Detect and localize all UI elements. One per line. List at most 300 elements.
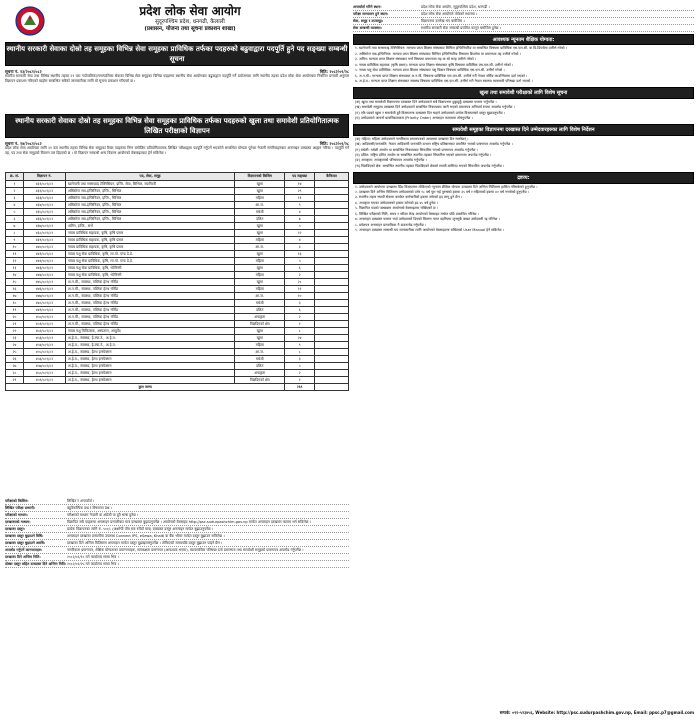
section-body (353, 184, 694, 235)
table-row (6, 181, 349, 188)
office-name: (प्रशासन, योजना तथा सूचना प्रकाशन शाखा) (144, 26, 236, 32)
info-row (5, 512, 349, 519)
info-label: परीक्षा सञ्चालन हुने स्थान: (353, 11, 389, 16)
ad-number-cell: ४३५/०८१/८२ (23, 209, 65, 216)
section-heading: द्रष्टव्य: (353, 172, 694, 183)
remarks-cell (315, 321, 349, 328)
post-cell: अ.हे.व., स्वास्थ्य, हे.ल्या.टे., अ.हे.व. (65, 342, 234, 349)
post-cell: अ.न.मी., स्वास्थ्य, पब्लिक हेल्थ नर्सिङ (65, 279, 234, 286)
post-cell: नायब पशु सेवा प्राविधिक, कृषि, भेटेरिनरी (65, 272, 234, 279)
post-cell: अ.न.मी., स्वास्थ्य, पब्लिक हेल्थ नर्सिङ (65, 321, 234, 328)
table-row (6, 356, 349, 363)
serial-cell: २६ (6, 356, 24, 363)
ad-type-cell: दलित (235, 307, 285, 314)
serial-cell: ३ (6, 195, 24, 202)
notice-1 (5, 69, 349, 84)
info-label: दरखास्त दस्तुर बुझाउने अवधि: (5, 540, 46, 545)
post-cell: नायब प्राविधिक सहायक, कृषि, कृषि प्रसार (65, 230, 234, 237)
info-label: दरखास्त दस्तुर बुझाउने विधि: (5, 533, 44, 538)
ad-type-cell: महिला (235, 286, 285, 293)
vacancy-table-body (6, 181, 349, 384)
total-label: कुल जम्मा (6, 384, 285, 391)
table-row (6, 307, 349, 314)
remarks-cell (315, 230, 349, 237)
serial-cell: १९ (6, 307, 24, 314)
table-row (6, 377, 349, 384)
post-cell: नायब पशु सेवा प्राविधिक, कृषि, ला.पो. एण्ड डे.डे. (65, 251, 234, 258)
info-label: सेवा, समूह र उपसमूह: (353, 18, 384, 23)
serial-cell: २३ (6, 335, 24, 342)
col-count: पद सङ्ख्या (285, 173, 315, 181)
remarks-cell (315, 258, 349, 265)
info-row (353, 11, 694, 18)
notice-2-text: प्रदेश लोक सेवा आयोगका लागि २१ वटा स्थानीय तहका विभिन्न सेवा समूहका रिक्त पदहरुमा निम्न बमोजिम प्रतियोगितात्मक लिखित परीक्षाद्वारा पदपूर्ति गर्नुपर्ने भएकोले सम्बन्धित योग्यता पुगेका नेपाली नागरिकहरुबाट अनलाइन दरखास्त आह्वान गरिन्छ । पदपूर्ति गर्ने तह, पद तथा सेवा समूहको विवरण तल दिइएको छ । यो विज्ञापन सम्बन्धी अन्य विवरण आयोगको वेबसाइटबाट हेर्न सकिनेछ । (5, 146, 349, 156)
ad-number-cell: ४५७/०८१/८२ (23, 363, 65, 370)
ad-number-cell: ४५९/०८१/८२ (23, 377, 65, 384)
info-text: स्थानीय सरकारी सेवा सम्बन्धी प्रचलित कानून बमोजिम हुनेछ । (421, 25, 501, 30)
info-text: प्रदेश लोक सेवा आयोग, सुदूरपश्चिम प्रदेश, धनगढी । (421, 4, 490, 9)
section-paragraph: २. दरखास्त दिने अन्तिम मितिसम्म उम्मेदवारको उमेर १८ वर्ष पूरा भई पुरुषको हकमा ३५ वर्ष र महिलाको हकमा ४० वर्ष ननाघेको हुनुपर्नेछ । (355, 190, 530, 194)
count-cell: ११ (285, 195, 315, 202)
info-text: विज्ञापनमा उल्लेख भए बमोजिम । (421, 18, 465, 23)
count-cell: ५ (285, 363, 315, 370)
header (5, 4, 349, 40)
instruction-section (353, 172, 694, 234)
notice-2 (5, 141, 349, 156)
serial-cell: १६ (6, 286, 24, 293)
info-text: नागरिकता प्रमाणपत्र, शैक्षिक योग्यताका प्रमाणपत्रहरु, समकक्षता प्रमाणपत्र (आवश्यक भएमा), व्यावसायिक परिषद्मा दर्ता प्रमाणपत्र तथा समावेशी समूहको प्रमाणपत्र अपलोड गर्नुपर्नेछ । (67, 547, 304, 552)
ad-type-cell: मधेशी (235, 209, 285, 216)
remarks-cell (315, 349, 349, 356)
col-ad-type: विज्ञापनको किसिम (235, 173, 285, 181)
notice-1-number: सूचना नं. २३/२०८१/०८२ (5, 69, 42, 74)
count-cell: २ (285, 370, 315, 377)
count-cell: ७ (285, 216, 315, 223)
post-cell: नायब पशु सेवा प्राविधिक, कृषि, भेटेरिनरी (65, 265, 234, 272)
section-paragraph: ४. अपाङ्गता भएका उम्मेदवारको हकमा उमेरको हद ४५ वर्ष हुनेछ । (355, 200, 439, 205)
ad-type-cell: खुला (235, 265, 285, 272)
post-cell: असिस्टेन्ट सब-इन्जिनियर, इन्जि., सिभिल (65, 209, 234, 216)
vacancy-total-row (6, 384, 349, 391)
remarks-cell (315, 188, 349, 195)
count-cell: ६ (285, 307, 315, 314)
promotion-banner: स्थानीय सरकारी सेवाका दोस्रो तह समूहका विभिन्न सेवा समूहका प्राविधिक तर्फका पदहरुको बढुवाद्वारा पदपूर्ति हुने पद सङ्ख्या सम्बन्धी सूचना (5, 42, 349, 66)
remarks-cell (315, 202, 349, 209)
ad-type-cell: आ.ज. (235, 293, 285, 300)
ad-number-cell: ४५०/०८१/८२ (23, 314, 65, 321)
count-cell: २ (285, 314, 315, 321)
info-text: २०८२/०२/२५ गते कार्यालय समय भित्र । (67, 561, 119, 566)
count-cell: १० (285, 293, 315, 300)
info-text: परीक्षाको माध्यम नेपाली वा अंग्रेजी वा दुवै भाषा हुनेछ । (67, 512, 139, 517)
ad-type-cell: खुला (235, 230, 285, 237)
count-cell: ८ (285, 349, 315, 356)
remarks-cell (315, 286, 349, 293)
table-row (6, 279, 349, 286)
serial-cell: ६ (6, 216, 24, 223)
serial-cell: २५ (6, 349, 24, 356)
count-cell: ९ (285, 202, 315, 209)
post-cell: अ.न.मी., स्वास्थ्य, पब्लिक हेल्थ नर्सिङ (65, 307, 234, 314)
ad-type-cell: आ.ज. (235, 202, 285, 209)
ad-number-cell: ४४९/०८१/८२ (23, 307, 65, 314)
vacancy-table (5, 172, 349, 391)
serial-cell: १८ (6, 300, 24, 307)
info-label: दरखास्तको माध्यम: (5, 519, 31, 524)
post-cell: अ.न.मी., स्वास्थ्य, पब्लिक हेल्थ नर्सिङ (65, 286, 234, 293)
ad-type-cell: पिछडिएको क्षेत्र (235, 377, 285, 384)
remarks-cell (315, 377, 349, 384)
serial-cell: २४ (6, 342, 24, 349)
section-paragraph: १. उम्मेदवारले आयोगमा दरखास्त दिँदा विज्ञापनमा तोकिएको न्यूनतम शैक्षिक योग्यता दरखास्त दिने अन्तिम मितिसम्म हासिल गरिसकेको हुनुपर्नेछ । (355, 184, 538, 189)
serial-cell: ५ (6, 209, 24, 216)
info-text: बहुवैकल्पिक प्रश्न र विषयगत प्रश्न । (67, 505, 112, 510)
instruction-section (353, 34, 694, 85)
ad-number-cell: ४३१/०८१/८२ (23, 181, 65, 188)
ad-type-cell: महिला (235, 342, 285, 349)
ad-type-cell: खुला (235, 335, 285, 342)
ad-number-cell: ४३९/०८१/८२ (23, 237, 65, 244)
serial-cell: २९ (6, 377, 24, 384)
ad-number-cell: ४३६/०८१/८२ (23, 216, 65, 223)
contact-footer (353, 710, 694, 715)
serial-cell: १ (6, 181, 24, 188)
post-cell: अ.हे.व., स्वास्थ्य, हेल्थ इन्स्पेक्सन (65, 377, 234, 384)
remarks-cell (315, 279, 349, 286)
table-row (6, 349, 349, 356)
remarks-cell (315, 251, 349, 258)
section-paragraph: (घ) दलित: राष्ट्रिय दलित आयोग वा सम्बन्धित स्थानीय तहबाट सिफारिस भएको प्रमाणपत्र अपलोड गर्नुपर्नेछ । (355, 153, 492, 157)
post-cell: असिस्टेन्ट सब-इन्जिनियर, इन्जि., सिभिल (65, 188, 234, 195)
serial-cell: ७ (6, 223, 24, 230)
ad-number-cell: ४४३/०८१/८२ (23, 265, 65, 272)
table-row (6, 265, 349, 272)
ad-number-cell: ४४७/०८१/८२ (23, 293, 65, 300)
ad-number-cell: ४३८/०८१/८२ (23, 230, 65, 237)
notice-1-date: मिति: २०८२/०१/२८ (319, 69, 349, 74)
post-cell: नायब पशु सेवा प्राविधिक, कृषि, ला.पो. एण्ड डे.डे. (65, 258, 234, 265)
notice-2-number: सूचना नं. २४/२०८१/०८२ (5, 141, 42, 146)
table-row (6, 258, 349, 265)
count-cell: १४ (285, 181, 315, 188)
section-paragraph: (क) खुला तथा समावेशी विज्ञापनमा दरखास्त दिने उम्मेदवारले सबै विज्ञापनमा छुट्टाछुट्टै दरखास्त फाराम भर्नुपर्नेछ । (355, 99, 497, 104)
info-label: सेवा सम्बन्धी व्यवस्था: (353, 25, 382, 30)
serial-cell: २ (6, 188, 24, 195)
info-row (5, 547, 349, 554)
section-paragraph: ३. अमिन: मान्यता प्राप्त शिक्षण संस्थाबाट सर्भे विषयमा प्रमाणपत्र तह वा सो सरह उत्तीर्ण गरेको । (355, 57, 477, 62)
count-cell: ९ (285, 342, 315, 349)
info-label: लिखित परीक्षा प्रणाली: (5, 505, 36, 510)
ad-number-cell: ४४४/०८१/८२ (23, 272, 65, 279)
info-label: अन्तर्वार्ता गरिने स्थान: (353, 4, 382, 9)
serial-cell: २८ (6, 370, 24, 377)
count-cell: २४ (285, 335, 315, 342)
serial-cell: २० (6, 314, 24, 321)
count-cell: १३ (285, 251, 315, 258)
table-row (6, 321, 349, 328)
ad-number-cell: ४४२/०८१/८२ (23, 258, 65, 265)
table-row (6, 363, 349, 370)
count-cell: २८ (285, 279, 315, 286)
count-cell: ३ (285, 244, 315, 251)
count-cell: ५ (285, 223, 315, 230)
remarks-cell (315, 314, 349, 321)
post-cell: अमिन, इन्जि., सर्भे (65, 223, 234, 230)
count-cell: ३ (285, 356, 315, 363)
section-paragraph: २. असिस्टेन्ट सब-इन्जिनियर: मान्यता प्राप्त शिक्षण संस्थाबाट सिभिल इन्जिनियरिङ विषयमा डिप्लोमा वा प्रमाणपत्र तह उत्तीर्ण गरेको । (355, 51, 521, 56)
table-row (6, 202, 349, 209)
remarks-cell (315, 356, 349, 363)
count-cell: १ (285, 321, 315, 328)
table-row (6, 272, 349, 279)
post-cell: नायब प्राविधिक सहायक, कृषि, कृषि प्रसार (65, 244, 234, 251)
ad-number-cell: ४४०/०८१/८२ (23, 244, 65, 251)
exam-location-info (353, 4, 694, 32)
ad-type-cell: खुला (235, 279, 285, 286)
info-label: परीक्षाको माध्यम: (5, 512, 28, 517)
col-serial: क्र. सं. (6, 173, 24, 181)
section-heading: आवश्यक न्यूनतम शैक्षिक योग्यता: (353, 34, 694, 45)
ad-type-cell: पिछडिएको क्षेत्र (235, 321, 285, 328)
ad-type-cell: खुला (235, 251, 285, 258)
ad-number-cell: ४४६/०८१/८२ (23, 286, 65, 293)
post-cell: अ.न.मी., स्वास्थ्य, पब्लिक हेल्थ नर्सिङ (65, 293, 234, 300)
section-paragraph: ७. अ.हे.व.: मान्यता प्राप्त शिक्षण संस्थाबाट स्वास्थ्य विषयमा प्राविधिक एस.एल.सी. उत्तीर्ण गरी नेपाल स्वास्थ्य व्यवसायी परिषद्मा दर्ता भएको । (355, 79, 533, 83)
section-paragraph: (क) महिला: महिला उम्मेदवारले नागरिकता प्रमाणपत्रको आधारमा दरखास्त दिन सक्नेछन् । (355, 136, 469, 141)
ad-type-cell: खुला (235, 188, 285, 195)
province-name: सुदूरपश्चिम प्रदेश, धनगढी, कैलाली (155, 19, 225, 25)
count-cell: १ (285, 377, 315, 384)
section-paragraph: १. खानेपानी तथा सरसफाइ टेक्निसियन: मान्यता प्राप्त शिक्षण संस्थाबाट सिभिल इन्जिनियरिङ वा सम्बन्धित विषयमा प्राविधिक एस.एल.सी. वा प्रि-डिप्लोमा उत्तीर्ण गरेको । (355, 46, 567, 51)
info-row (5, 519, 349, 526)
count-cell: २ (285, 272, 315, 279)
post-cell: असिस्टेन्ट सब-इन्जिनियर, इन्जि., सिभिल (65, 202, 234, 209)
remarks-cell (315, 216, 349, 223)
post-cell: खानेपानी तथा सरसफाइ टेक्निसियन, इन्जि. सेवा, सिभिल, स्यानिटरी (65, 181, 234, 188)
ad-number-cell: ४३७/०८१/८२ (23, 223, 65, 230)
ad-number-cell: ४५३/०८१/८२ (23, 335, 65, 342)
ad-number-cell: ४५५/०८१/८२ (23, 349, 65, 356)
serial-cell: २२ (6, 328, 24, 335)
section-paragraph: ६. लिखित परीक्षाको मिति, समय र परीक्षा केन्द्र आयोगको वेबसाइट मार्फत पछि प्रकाशित गरिनेछ । (355, 211, 479, 216)
remarks-cell (315, 300, 349, 307)
info-row (353, 4, 694, 11)
serial-cell: १७ (6, 293, 24, 300)
ad-type-cell: महिला (235, 195, 285, 202)
table-row (6, 293, 349, 300)
remarks-cell (315, 363, 349, 370)
serial-cell: २७ (6, 363, 24, 370)
table-row (6, 314, 349, 321)
table-row (6, 216, 349, 223)
section-paragraph: (घ) उम्मेदवारले आफ्नो प्राथमिकताक्रम (Priority Order) अनलाइन फाराममा तोक्नुपर्नेछ । (355, 116, 473, 120)
info-text: लिखित र अन्तर्वार्ता । (67, 498, 95, 503)
info-row (5, 561, 349, 568)
info-row (5, 498, 349, 505)
count-cell: ३ (285, 300, 315, 307)
remarks-cell (315, 237, 349, 244)
instruction-section (353, 124, 694, 170)
info-row (5, 540, 349, 547)
info-label: परीक्षाको किसिम: (5, 498, 29, 503)
post-cell: अ.हे.व., स्वास्थ्य, हेल्थ इन्स्पेक्सन (65, 349, 234, 356)
table-row (6, 300, 349, 307)
serial-cell: २१ (6, 321, 24, 328)
remarks-cell (315, 272, 349, 279)
count-cell: ५ (285, 258, 315, 265)
count-cell: ८ (285, 328, 315, 335)
ad-type-cell: अपाङ्गता (235, 370, 285, 377)
section-paragraph: ७. अनलाइन दरखास्त फाराम भर्दा उम्मेदवारले दिएको विवरण गलत ठहरिएमा जुनसुकै बखत उम्मेदवारी रद्द गरिनेछ । (355, 217, 500, 222)
section-paragraph: (ङ) अपाङ्गता: अपाङ्गताको परिचयपत्र अपलोड गर्नुपर्नेछ । (355, 158, 427, 163)
contact-info: सम्पर्क: ०९१-५२३४५६, Website: http://psc.sudurpashchim.gov.np, Email: ppsc.p7@gmail.com (499, 710, 694, 715)
section-heading: खुला तथा समावेशी परीक्षाको लागि विशेष सूचना (353, 87, 694, 98)
ad-number-cell: ४३४/०८१/८२ (23, 202, 65, 209)
notice-1-text: स्थानीय सरकारी सेवा तथा विभिन्न स्थानीय तहका २१ वटा गाउँपालिका/नगरपालिका सेवाका विभिन्न सेवा समूहका विभिन्न पदहरुमा स्थानीय सेवा आयोगबाट बढुवाद्वारा पदपूर्ति गर्ने प्रयोजनका लागि स्थानीय तहका प्रदेश लोक सेवा आयोगबाट निर्धारित प्रणाली अनुसार विज्ञापन प्रकाशन गरिएको व्यहोरा सम्बन्धित सबैको जानकारीका लागि यो सूचना प्रकाशन गरिएको छ । (5, 74, 349, 84)
serial-cell: १२ (6, 258, 24, 265)
instruction-sections (353, 34, 694, 234)
remarks-cell (315, 293, 349, 300)
remarks-cell (315, 223, 349, 230)
section-paragraph: ५. विज्ञापित पदको पाठ्यक्रम आयोगको वेबसाइटमा राखिएको छ । (355, 206, 438, 211)
table-row (6, 286, 349, 293)
ad-number-cell: ४५२/०८१/८२ (23, 328, 65, 335)
serial-cell: १० (6, 244, 24, 251)
ad-type-cell: दलित (235, 363, 285, 370)
section-body (353, 136, 694, 171)
info-text: अनलाइन दरखास्त प्रणालीमा उपलब्ध Connect IPS, eSewa, Khalti वा बैंक भौचर मार्फत दस्तुर बुझाउन सकिनेछ । (67, 533, 225, 538)
remarks-cell (315, 335, 349, 342)
total-value: २६९ (285, 384, 315, 391)
section-paragraph: ६. अ.न.मी.: मान्यता प्राप्त शिक्षण संस्थाबाट अ.न.मी. विषयमा प्राविधिक एस.एल.सी. उत्तीर्ण गरी नेपाल नर्सिङ काउन्सिलमा दर्ता भएको । (355, 73, 528, 78)
serial-cell: ९ (6, 237, 24, 244)
ad-number-cell: ४५८/०८१/८२ (23, 370, 65, 377)
ad-number-cell: ४४८/०८१/८२ (23, 300, 65, 307)
commission-title: प्रदेश लोक सेवा आयोग (139, 4, 241, 18)
table-row (6, 223, 349, 230)
section-body (353, 99, 694, 123)
nepal-emblem-icon (15, 6, 45, 36)
info-text: २०८२/०२/१८ गते कार्यालय समय भित्र । (67, 554, 119, 559)
post-cell: नायब प्राविधिक सहायक, कृषि, कृषि प्रसार (65, 237, 234, 244)
info-label: दोब्बर दस्तुर सहित दरखास्त दिने अन्तिम मिति: (5, 561, 67, 566)
count-cell: १२ (285, 230, 315, 237)
ad-number-cell: ४५६/०८१/८२ (23, 356, 65, 363)
section-paragraph: (ग) मधेशी: मधेशी आयोग वा सम्बन्धित निकायबाट सिफारिस भएको प्रमाणपत्र अपलोड गर्नुपर्नेछ । (355, 147, 478, 152)
count-cell: २९ (285, 188, 315, 195)
table-row (6, 335, 349, 342)
col-remarks: कैफियत (315, 173, 349, 181)
table-row (6, 230, 349, 237)
post-cell: अ.हे.व., स्वास्थ्य, हेल्थ इन्स्पेक्सन (65, 370, 234, 377)
info-row (5, 526, 349, 533)
table-row (6, 251, 349, 258)
info-text: प्रत्येक विज्ञापनका लागि रु. ५००/- (अक्षरेपी पाँच सय रुपैयाँ मात्र) दरखास्त दस्तुर अनलाइन मार्फत बुझाउनुपर्नेछ । (67, 526, 214, 531)
info-row (353, 25, 694, 32)
ad-number-cell: ४४१/०८१/८२ (23, 251, 65, 258)
table-row (6, 328, 349, 335)
info-label: दरखास्त दिने अन्तिम मिति: (5, 554, 41, 559)
instruction-section (353, 87, 694, 122)
section-heading: समावेशी समूहका विज्ञापनमा दरखास्त दिने उम्मेदवारहरुका लागि विशेष निर्देशन (353, 124, 694, 135)
count-cell: ११ (285, 286, 315, 293)
section-paragraph: (ख) आदिवासी/जनजाति: नेपाल आदिवासी जनजाति उत्थान राष्ट्रिय प्रतिष्ठानबाट प्रमाणित भएको प्रमाणपत्र अपलोड गर्नुपर्नेछ । (355, 142, 513, 147)
table-row (6, 342, 349, 349)
ad-type-cell: महिला (235, 237, 285, 244)
table-row (6, 195, 349, 202)
serial-cell: १५ (6, 279, 24, 286)
post-cell: नायब पशु चिकित्सक, अस्पताल, आयुर्वेद (65, 328, 234, 335)
post-cell: अ.हे.व., स्वास्थ्य, हे.ल्या.टे., अ.हे.व. (65, 335, 234, 342)
section-paragraph: ३. स्थानीय तहमा स्थायी सेवामा कार्यरत कर्मचारीको हकमा उमेरको हद लागू हुने छैन । (355, 195, 463, 200)
info-label: अपलोड गर्नुपर्ने कागजातहरु: (5, 547, 43, 552)
count-cell: ४ (285, 237, 315, 244)
post-cell: अ.हे.व., स्वास्थ्य, हेल्थ इन्स्पेक्सन (65, 363, 234, 370)
serial-cell: १४ (6, 272, 24, 279)
ad-type-cell: मधेशी (235, 300, 285, 307)
info-row (5, 533, 349, 540)
vacancy-table-header (6, 173, 349, 181)
ad-type-cell: आ.ज. (235, 349, 285, 356)
section-paragraph: ५. नायब पशु सेवा प्राविधिक: मान्यता प्राप्त शिक्षण संस्थाबाट पशु विज्ञान विषयमा प्राविधिक एस.एल.सी. उत्तीर्ण गरेको । (355, 68, 505, 73)
col-ad-number: विज्ञापन नं. (23, 173, 65, 181)
ad-number-cell: ४३२/०८१/८२ (23, 188, 65, 195)
table-row (6, 237, 349, 244)
section-paragraph: (च) पिछडिएको क्षेत्र: सम्बन्धित स्थानीय तहबाट पिछडिएको क्षेत्रको स्थायी बासिन्दा भएको सिफारिस अपलोड गर्नुपर्नेछ । (355, 163, 505, 168)
section-paragraph: ८. प्रवेशपत्र अनलाइन प्रणालीबाट नै डाउनलोड गर्नुपर्नेछ । (355, 222, 427, 227)
remarks-cell (315, 209, 349, 216)
section-paragraph: ९. अनलाइन दरखास्त सम्बन्धी थप जानकारीका लागि आयोगको वेबसाइटमा राखिएको User Manual हेर्न सकिनेछ । (355, 228, 504, 233)
remarks-cell (315, 370, 349, 377)
right-column (353, 4, 694, 235)
ad-type-cell: आ.ज. (235, 244, 285, 251)
remarks-cell (315, 342, 349, 349)
ad-type-cell: खुला (235, 328, 285, 335)
info-text: प्रदेश लोक सेवा आयोगले तोकेको स्थानमा । (421, 11, 478, 16)
section-paragraph: ४. नायब प्राविधिक सहायक (कृषि प्रसार): मान्यता प्राप्त शिक्षण संस्थाबाट कृषि विषयमा प्राविधिक एस.एल.सी. उत्तीर्ण गरेको । (355, 62, 514, 67)
ad-type-cell: खुला (235, 223, 285, 230)
serial-cell: ८ (6, 230, 24, 237)
remarks-cell (315, 195, 349, 202)
notice-2-date: मिति: २०८२/०१/२८ (319, 141, 349, 146)
count-cell: ६ (285, 265, 315, 272)
total-remarks (315, 384, 349, 391)
ad-number-cell: ४४५/०८१/८२ (23, 279, 65, 286)
ad-type-cell: मधेशी (235, 356, 285, 363)
ad-type-cell: महिला (235, 272, 285, 279)
serial-cell: ४ (6, 202, 24, 209)
info-text: दरखास्त दिने अन्तिम मितिसम्म अनलाइन मार्फत दस्तुर बुझाइसक्नुपर्नेछ । तोकिएको समयपछि दस्तुर बुझाउन पाइने छैन । (67, 540, 223, 545)
table-row (6, 244, 349, 251)
ad-type-cell: दलित (235, 216, 285, 223)
ad-number-cell: ४५४/०८१/८२ (23, 342, 65, 349)
table-row (6, 370, 349, 377)
table-row (6, 188, 349, 195)
remarks-cell (315, 328, 349, 335)
count-cell: ४ (285, 209, 315, 216)
post-cell: अ.न.मी., स्वास्थ्य, पब्लिक हेल्थ नर्सिङ (65, 300, 234, 307)
application-info (5, 498, 349, 568)
section-body (353, 45, 694, 85)
info-row (353, 18, 694, 25)
remarks-cell (315, 181, 349, 188)
section-paragraph: (ख) समावेशी समूहमा दरखास्त दिने उम्मेदवारले सम्बन्धित निकायबाट जारी भएको प्रमाणपत्र अनिवार्य रुपमा अपलोड गर्नुपर्नेछ । (355, 105, 515, 110)
post-cell: असिस्टेन्ट सब-इन्जिनियर, इन्जि., सिभिल (65, 195, 234, 202)
table-row (6, 209, 349, 216)
info-row (5, 554, 349, 561)
ad-number-cell: ४३३/०८१/८२ (23, 195, 65, 202)
remarks-cell (315, 244, 349, 251)
